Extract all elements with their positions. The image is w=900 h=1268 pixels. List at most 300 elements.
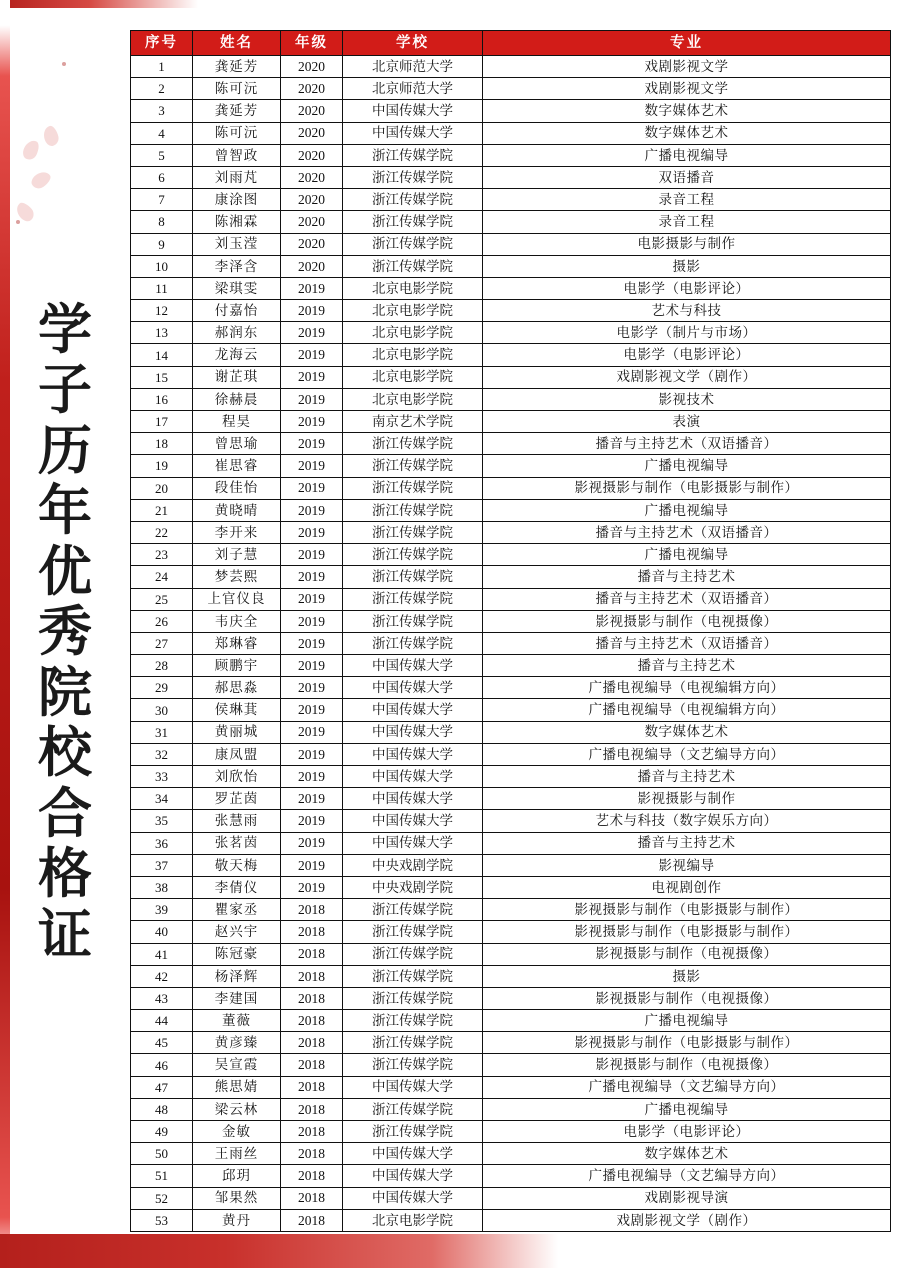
cell-index: 5 [131, 144, 193, 166]
cell-school: 浙江传媒学院 [343, 1032, 483, 1054]
cell-index: 43 [131, 987, 193, 1009]
certificates-table [130, 30, 891, 1232]
cell-index: 49 [131, 1121, 193, 1143]
cell-index: 12 [131, 300, 193, 322]
cell-grade: 2019 [281, 322, 343, 344]
table-row [131, 521, 891, 543]
cell-school: 中国传媒大学 [343, 766, 483, 788]
cell-major: 广播电视编导 [483, 544, 891, 566]
cell-name: 谢芷琪 [193, 366, 281, 388]
cell-index: 19 [131, 455, 193, 477]
cell-index: 3 [131, 100, 193, 122]
cell-index: 45 [131, 1032, 193, 1054]
cell-school: 浙江传媒学院 [343, 211, 483, 233]
cell-major: 广播电视编导 [483, 144, 891, 166]
cell-school: 中国传媒大学 [343, 699, 483, 721]
cell-index: 21 [131, 499, 193, 521]
cell-major: 影视技术 [483, 388, 891, 410]
cell-school: 浙江传媒学院 [343, 899, 483, 921]
cell-school: 浙江传媒学院 [343, 499, 483, 521]
cell-index: 37 [131, 854, 193, 876]
table-row [131, 433, 891, 455]
cell-name: 龙海云 [193, 344, 281, 366]
cell-major: 戏剧影视导演 [483, 1187, 891, 1209]
column-header-school: 学校 [343, 31, 483, 56]
table-row [131, 566, 891, 588]
cell-name: 侯琳萁 [193, 699, 281, 721]
cell-grade: 2020 [281, 189, 343, 211]
table-row [131, 721, 891, 743]
cell-major: 电视剧创作 [483, 876, 891, 898]
table-row [131, 477, 891, 499]
cell-major: 广播电视编导 [483, 1098, 891, 1120]
table-row [131, 388, 891, 410]
cell-school: 浙江传媒学院 [343, 1098, 483, 1120]
page-title-char: 历 [38, 420, 94, 481]
cell-grade: 2019 [281, 810, 343, 832]
cell-name: 金敏 [193, 1121, 281, 1143]
page-title-char: 学 [38, 300, 94, 360]
cell-grade: 2019 [281, 699, 343, 721]
table-row [131, 277, 891, 299]
cell-index: 38 [131, 876, 193, 898]
cell-name: 杨泽辉 [193, 965, 281, 987]
cell-name: 刘雨芃 [193, 166, 281, 188]
cell-major: 影视摄影与制作（电影摄影与制作） [483, 1032, 891, 1054]
cell-index: 29 [131, 677, 193, 699]
cell-name: 曾智政 [193, 144, 281, 166]
cell-school: 浙江传媒学院 [343, 455, 483, 477]
cell-grade: 2019 [281, 433, 343, 455]
cell-school: 浙江传媒学院 [343, 1121, 483, 1143]
cell-name: 梦芸熙 [193, 566, 281, 588]
cell-name: 张慧雨 [193, 810, 281, 832]
cell-major: 影视摄影与制作（电视摄像） [483, 1054, 891, 1076]
cell-index: 2 [131, 78, 193, 100]
cell-name: 徐赫晨 [193, 388, 281, 410]
cell-grade: 2018 [281, 921, 343, 943]
cell-index: 11 [131, 277, 193, 299]
cell-school: 中国传媒大学 [343, 1076, 483, 1098]
cell-major: 数字媒体艺术 [483, 1143, 891, 1165]
cell-name: 敬天梅 [193, 854, 281, 876]
cell-major: 录音工程 [483, 189, 891, 211]
cell-grade: 2018 [281, 1010, 343, 1032]
cell-index: 18 [131, 433, 193, 455]
page-title [30, 300, 102, 965]
cell-major: 双语播音 [483, 166, 891, 188]
table-row [131, 832, 891, 854]
table-row [131, 1121, 891, 1143]
cell-index: 22 [131, 521, 193, 543]
cell-name: 陈可沅 [193, 78, 281, 100]
cell-school: 中国传媒大学 [343, 677, 483, 699]
certificates-table-container [130, 30, 890, 1232]
table-row [131, 699, 891, 721]
cell-school: 浙江传媒学院 [343, 566, 483, 588]
decorative-top-border [0, 0, 900, 8]
cell-index: 46 [131, 1054, 193, 1076]
cell-school: 浙江传媒学院 [343, 965, 483, 987]
cell-name: 张茗茵 [193, 832, 281, 854]
cell-major: 影视摄影与制作（电影摄影与制作） [483, 921, 891, 943]
decorative-bottom-border [0, 1234, 900, 1268]
flower-decoration [14, 120, 84, 250]
cell-name: 陈湘霖 [193, 211, 281, 233]
table-row [131, 233, 891, 255]
table-row [131, 344, 891, 366]
cell-name: 王雨丝 [193, 1143, 281, 1165]
cell-school: 中央戏剧学院 [343, 854, 483, 876]
column-header-index: 序号 [131, 31, 193, 56]
cell-index: 36 [131, 832, 193, 854]
cell-major: 数字媒体艺术 [483, 721, 891, 743]
cell-major: 广播电视编导 [483, 1010, 891, 1032]
cell-grade: 2019 [281, 544, 343, 566]
cell-grade: 2019 [281, 876, 343, 898]
cell-grade: 2019 [281, 743, 343, 765]
cell-major: 影视摄影与制作（电视摄像） [483, 610, 891, 632]
cell-major: 数字媒体艺术 [483, 100, 891, 122]
cell-grade: 2018 [281, 1143, 343, 1165]
page-title-char: 年 [38, 481, 94, 542]
cell-major: 影视摄影与制作（电视摄像） [483, 943, 891, 965]
table-row [131, 588, 891, 610]
cell-index: 33 [131, 766, 193, 788]
cell-name: 邹果然 [193, 1187, 281, 1209]
cell-school: 浙江传媒学院 [343, 987, 483, 1009]
cell-major: 广播电视编导（文艺编导方向） [483, 1165, 891, 1187]
cell-grade: 2020 [281, 100, 343, 122]
cell-index: 25 [131, 588, 193, 610]
cell-grade: 2020 [281, 211, 343, 233]
table-row [131, 56, 891, 78]
cell-school: 中国传媒大学 [343, 743, 483, 765]
cell-grade: 2019 [281, 388, 343, 410]
cell-index: 24 [131, 566, 193, 588]
cell-index: 48 [131, 1098, 193, 1120]
table-row [131, 1143, 891, 1165]
cell-name: 段佳怡 [193, 477, 281, 499]
cell-index: 32 [131, 743, 193, 765]
cell-grade: 2019 [281, 766, 343, 788]
table-row [131, 455, 891, 477]
page-title-char: 院 [38, 662, 94, 723]
cell-school: 中国传媒大学 [343, 655, 483, 677]
table-row [131, 1032, 891, 1054]
cell-school: 北京师范大学 [343, 56, 483, 78]
cell-name: 陈冠豪 [193, 943, 281, 965]
cell-grade: 2019 [281, 610, 343, 632]
cell-school: 浙江传媒学院 [343, 521, 483, 543]
cell-school: 浙江传媒学院 [343, 588, 483, 610]
cell-school: 北京电影学院 [343, 277, 483, 299]
cell-name: 龚延芳 [193, 100, 281, 122]
cell-major: 播音与主持艺术 [483, 566, 891, 588]
table-row [131, 810, 891, 832]
cell-name: 李建国 [193, 987, 281, 1009]
cell-major: 播音与主持艺术 [483, 766, 891, 788]
cell-grade: 2019 [281, 455, 343, 477]
cell-school: 北京电影学院 [343, 344, 483, 366]
cell-index: 40 [131, 921, 193, 943]
cell-name: 黄彦臻 [193, 1032, 281, 1054]
cell-school: 北京电影学院 [343, 1209, 483, 1231]
cell-major: 播音与主持艺术 [483, 655, 891, 677]
table-row [131, 987, 891, 1009]
cell-major: 戏剧影视文学（剧作） [483, 1209, 891, 1231]
cell-index: 15 [131, 366, 193, 388]
cell-school: 中国传媒大学 [343, 122, 483, 144]
cell-index: 51 [131, 1165, 193, 1187]
table-row [131, 1076, 891, 1098]
table-header [131, 31, 891, 56]
table-row [131, 544, 891, 566]
page-title-char: 证 [38, 904, 94, 965]
cell-name: 崔思睿 [193, 455, 281, 477]
cell-major: 戏剧影视文学 [483, 78, 891, 100]
cell-grade: 2019 [281, 521, 343, 543]
table-row [131, 632, 891, 654]
cell-major: 电影学（制片与市场） [483, 322, 891, 344]
cell-school: 浙江传媒学院 [343, 233, 483, 255]
cell-school: 中国传媒大学 [343, 1165, 483, 1187]
column-header-grade: 年级 [281, 31, 343, 56]
cell-name: 李倩仪 [193, 876, 281, 898]
page-title-char: 优 [38, 541, 94, 602]
cell-index: 10 [131, 255, 193, 277]
cell-grade: 2019 [281, 721, 343, 743]
cell-name: 黄晓晴 [193, 499, 281, 521]
table-row [131, 943, 891, 965]
cell-major: 录音工程 [483, 211, 891, 233]
page-title-char: 秀 [38, 602, 94, 663]
cell-school: 北京师范大学 [343, 78, 483, 100]
cell-school: 北京电影学院 [343, 366, 483, 388]
cell-major: 广播电视编导（文艺编导方向） [483, 1076, 891, 1098]
cell-school: 北京电影学院 [343, 300, 483, 322]
table-row [131, 854, 891, 876]
table-row [131, 322, 891, 344]
cell-index: 4 [131, 122, 193, 144]
cell-school: 中国传媒大学 [343, 100, 483, 122]
cell-name: 郝思淼 [193, 677, 281, 699]
table-row [131, 499, 891, 521]
cell-major: 电影学（电影评论） [483, 1121, 891, 1143]
cell-index: 7 [131, 189, 193, 211]
cell-grade: 2019 [281, 677, 343, 699]
cell-name: 熊思婧 [193, 1076, 281, 1098]
cell-index: 52 [131, 1187, 193, 1209]
table-row [131, 122, 891, 144]
cell-grade: 2019 [281, 788, 343, 810]
cell-name: 陈可沅 [193, 122, 281, 144]
table-header-row [131, 31, 891, 56]
cell-grade: 2018 [281, 943, 343, 965]
cell-school: 浙江传媒学院 [343, 477, 483, 499]
cell-index: 6 [131, 166, 193, 188]
cell-grade: 2018 [281, 1076, 343, 1098]
table-row [131, 1209, 891, 1231]
cell-school: 浙江传媒学院 [343, 1010, 483, 1032]
cell-major: 摄影 [483, 255, 891, 277]
cell-index: 53 [131, 1209, 193, 1231]
cell-major: 数字媒体艺术 [483, 122, 891, 144]
cell-grade: 2019 [281, 477, 343, 499]
cell-grade: 2020 [281, 166, 343, 188]
cell-school: 浙江传媒学院 [343, 610, 483, 632]
cell-grade: 2020 [281, 78, 343, 100]
cell-grade: 2020 [281, 255, 343, 277]
cell-name: 刘子慧 [193, 544, 281, 566]
table-row [131, 876, 891, 898]
cell-major: 影视摄影与制作（电视摄像） [483, 987, 891, 1009]
table-row [131, 610, 891, 632]
table-row [131, 1165, 891, 1187]
cell-index: 23 [131, 544, 193, 566]
cell-name: 程昊 [193, 411, 281, 433]
cell-major: 摄影 [483, 965, 891, 987]
table-row [131, 899, 891, 921]
table-row [131, 655, 891, 677]
table-row [131, 255, 891, 277]
cell-school: 中国传媒大学 [343, 1187, 483, 1209]
cell-school: 浙江传媒学院 [343, 189, 483, 211]
cell-name: 上官仪良 [193, 588, 281, 610]
cell-name: 梁琪雯 [193, 277, 281, 299]
cell-index: 17 [131, 411, 193, 433]
cell-index: 26 [131, 610, 193, 632]
cell-name: 曾思瑜 [193, 433, 281, 455]
cell-major: 广播电视编导（文艺编导方向） [483, 743, 891, 765]
cell-name: 顾鹏宇 [193, 655, 281, 677]
decorative-left-border [0, 0, 10, 1268]
table-row [131, 965, 891, 987]
table-row [131, 189, 891, 211]
cell-grade: 2018 [281, 1209, 343, 1231]
table-row [131, 1098, 891, 1120]
cell-major: 播音与主持艺术 [483, 832, 891, 854]
cell-index: 50 [131, 1143, 193, 1165]
cell-index: 28 [131, 655, 193, 677]
table-row [131, 743, 891, 765]
cell-major: 艺术与科技 [483, 300, 891, 322]
cell-school: 浙江传媒学院 [343, 144, 483, 166]
cell-grade: 2018 [281, 1098, 343, 1120]
table-row [131, 144, 891, 166]
cell-major: 播音与主持艺术（双语播音） [483, 521, 891, 543]
cell-school: 中央戏剧学院 [343, 876, 483, 898]
table-row [131, 766, 891, 788]
cell-index: 39 [131, 899, 193, 921]
cell-grade: 2019 [281, 632, 343, 654]
cell-index: 1 [131, 56, 193, 78]
cell-school: 浙江传媒学院 [343, 255, 483, 277]
cell-grade: 2019 [281, 655, 343, 677]
cell-index: 30 [131, 699, 193, 721]
cell-grade: 2020 [281, 56, 343, 78]
cell-index: 41 [131, 943, 193, 965]
cell-name: 吴宣霞 [193, 1054, 281, 1076]
table-row [131, 677, 891, 699]
table-row [131, 1054, 891, 1076]
cell-name: 李泽含 [193, 255, 281, 277]
cell-major: 电影学（电影评论） [483, 277, 891, 299]
cell-grade: 2019 [281, 411, 343, 433]
cell-major: 广播电视编导（电视编辑方向） [483, 677, 891, 699]
cell-name: 梁云林 [193, 1098, 281, 1120]
cell-school: 北京电影学院 [343, 322, 483, 344]
cell-school: 浙江传媒学院 [343, 544, 483, 566]
cell-grade: 2018 [281, 1187, 343, 1209]
cell-index: 31 [131, 721, 193, 743]
page-title-char: 校 [38, 723, 94, 784]
cell-grade: 2019 [281, 499, 343, 521]
cell-school: 中国传媒大学 [343, 788, 483, 810]
cell-major: 影视摄影与制作（电影摄影与制作） [483, 477, 891, 499]
cell-school: 浙江传媒学院 [343, 921, 483, 943]
cell-major: 影视编导 [483, 854, 891, 876]
cell-school: 北京电影学院 [343, 388, 483, 410]
cell-grade: 2018 [281, 899, 343, 921]
table-body [131, 56, 891, 1232]
cell-major: 播音与主持艺术（双语播音） [483, 433, 891, 455]
table-row [131, 211, 891, 233]
cell-grade: 2018 [281, 1032, 343, 1054]
cell-index: 42 [131, 965, 193, 987]
cell-school: 中国传媒大学 [343, 721, 483, 743]
cell-index: 44 [131, 1010, 193, 1032]
table-row [131, 788, 891, 810]
cell-grade: 2020 [281, 144, 343, 166]
cell-name: 刘欣怡 [193, 766, 281, 788]
cell-major: 戏剧影视文学（剧作） [483, 366, 891, 388]
cell-grade: 2018 [281, 1121, 343, 1143]
cell-school: 浙江传媒学院 [343, 166, 483, 188]
cell-grade: 2019 [281, 344, 343, 366]
cell-name: 郑琳睿 [193, 632, 281, 654]
cell-index: 35 [131, 810, 193, 832]
cell-index: 34 [131, 788, 193, 810]
cell-major: 广播电视编导（电视编辑方向） [483, 699, 891, 721]
cell-grade: 2019 [281, 566, 343, 588]
cell-index: 13 [131, 322, 193, 344]
table-row [131, 166, 891, 188]
cell-index: 16 [131, 388, 193, 410]
cell-major: 戏剧影视文学 [483, 56, 891, 78]
cell-name: 董薇 [193, 1010, 281, 1032]
cell-school: 中国传媒大学 [343, 1143, 483, 1165]
cell-name: 黄丹 [193, 1209, 281, 1231]
column-header-major: 专业 [483, 31, 891, 56]
cell-grade: 2019 [281, 277, 343, 299]
cell-name: 康凤盟 [193, 743, 281, 765]
cell-major: 播音与主持艺术（双语播音） [483, 632, 891, 654]
cell-major: 电影摄影与制作 [483, 233, 891, 255]
cell-grade: 2020 [281, 233, 343, 255]
cell-major: 艺术与科技（数字娱乐方向） [483, 810, 891, 832]
cell-name: 康涂图 [193, 189, 281, 211]
cell-major: 播音与主持艺术（双语播音） [483, 588, 891, 610]
cell-major: 广播电视编导 [483, 499, 891, 521]
table-row [131, 1010, 891, 1032]
cell-grade: 2018 [281, 965, 343, 987]
cell-major: 广播电视编导 [483, 455, 891, 477]
table-row [131, 78, 891, 100]
cell-school: 浙江传媒学院 [343, 433, 483, 455]
cell-index: 9 [131, 233, 193, 255]
cell-grade: 2018 [281, 1165, 343, 1187]
